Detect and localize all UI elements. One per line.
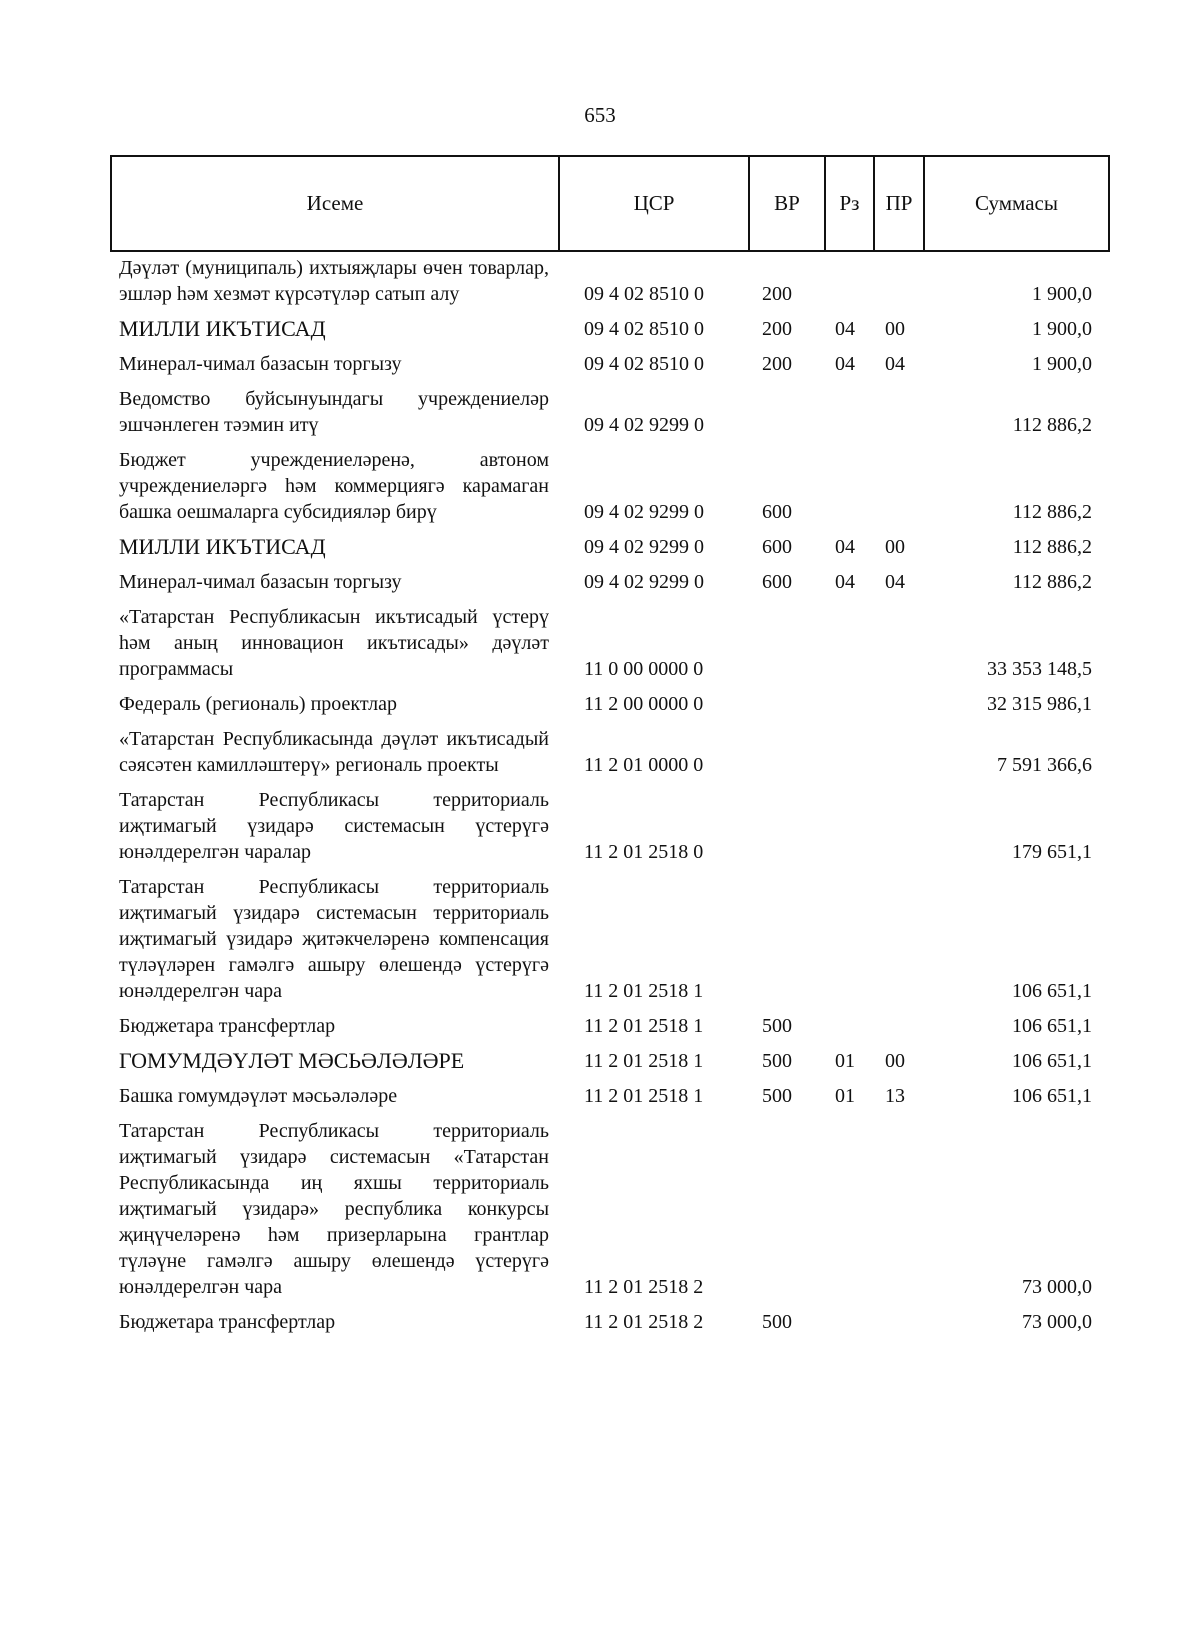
row-sum: 33 353 148,5 <box>987 658 1092 680</box>
row-name: Бюджетара трансфертлар <box>119 1311 336 1333</box>
table-row <box>0 447 1200 525</box>
row-vr: 500 <box>762 1050 792 1072</box>
row-sum: 106 651,1 <box>1012 980 1092 1002</box>
column-header-name: Исеме <box>112 157 560 250</box>
row-sum: 106 651,1 <box>1012 1015 1092 1037</box>
row-sum: 112 886,2 <box>1012 536 1092 558</box>
page-number: 653 <box>584 103 616 127</box>
row-vr: 500 <box>762 1085 792 1107</box>
table-row <box>0 255 1200 307</box>
table-row <box>0 691 1200 717</box>
row-rz: 01 <box>835 1050 855 1072</box>
row-rz: 01 <box>835 1085 855 1107</box>
row-pr: 13 <box>885 1085 905 1107</box>
table-header <box>110 155 1110 252</box>
table-row <box>0 1309 1200 1335</box>
row-name: Минерал-чимал базасын торгызу <box>119 353 402 375</box>
row-csr: 11 0 00 0000 0 <box>584 658 704 680</box>
row-pr: 04 <box>885 571 905 593</box>
row-sum: 112 886,2 <box>1012 501 1092 523</box>
table-row <box>0 1083 1200 1109</box>
row-csr: 11 2 01 2518 2 <box>584 1311 704 1333</box>
row-rz: 04 <box>835 318 855 340</box>
table-row <box>0 386 1200 438</box>
row-csr: 09 4 02 9299 0 <box>584 501 704 523</box>
column-header-rz: Рз <box>826 157 875 250</box>
column-header-sum: Суммасы <box>975 191 1058 215</box>
row-sum: 1 900,0 <box>1032 283 1092 305</box>
row-rz: 04 <box>835 536 855 558</box>
row-name: Федераль (региональ) проектлар <box>119 693 397 715</box>
row-name: МИЛЛИ ИКЪТИСАД <box>119 316 326 341</box>
row-csr: 11 2 01 2518 1 <box>584 1085 704 1107</box>
row-sum: 32 315 986,1 <box>987 693 1092 715</box>
row-sum: 179 651,1 <box>1012 841 1092 863</box>
row-name: «Татарстан Республикасында дәүләт икътисадый сәясәтен камилләштерү» региональ проекты <box>119 728 549 776</box>
row-name: Татарстан Республикасы территориаль иҗтимагый үзидарә системасын «Татарстан Республикасында иң яхшы территориаль иҗтимагый үзидарә» республика конкурсы җиңүчеләренә һәм призерларына грантлар түләүне гамәлгә ашыру өлешендә үстерүгә юнәлдерелгән чара <box>119 1120 549 1298</box>
row-csr: 11 2 01 2518 1 <box>584 980 704 1002</box>
row-pr: 00 <box>885 536 905 558</box>
column-header-pr: ПР <box>875 157 925 250</box>
row-name: «Татарстан Республикасын икътисадый үстерү һәм аның инновацион икътисады» дәүләт программасы <box>119 606 549 680</box>
row-name: Минерал-чимал базасын торгызу <box>119 571 402 593</box>
row-vr: 500 <box>762 1015 792 1037</box>
table-row <box>0 604 1200 682</box>
row-name: Татарстан Республикасы территориаль иҗтимагый үзидарә системасын территориаль иҗтимагый үзидарә җитәкчеләренә компенсация түләүләрен гамәлгә ашыру өлешендә үстерүгә юнәлдерелгән чара <box>119 876 549 1002</box>
row-pr: 04 <box>885 353 905 375</box>
row-sum: 106 651,1 <box>1012 1085 1092 1107</box>
column-header-csr: ЦСР <box>560 157 750 250</box>
table-row <box>0 1118 1200 1300</box>
row-pr: 00 <box>885 318 905 340</box>
row-sum: 73 000,0 <box>1022 1311 1092 1333</box>
row-sum: 73 000,0 <box>1022 1276 1092 1298</box>
table-row <box>0 787 1200 865</box>
row-sum: 1 900,0 <box>1032 318 1092 340</box>
row-csr: 09 4 02 8510 0 <box>584 353 704 375</box>
table-row <box>0 316 1200 342</box>
row-csr: 09 4 02 9299 0 <box>584 536 704 558</box>
row-name: Татарстан Республикасы территориаль иҗтимагый үзидарә системасын үстерүгә юнәлдерелгән чаралар <box>119 789 549 863</box>
table-row <box>0 1048 1200 1074</box>
row-vr: 200 <box>762 318 792 340</box>
row-csr: 11 2 00 0000 0 <box>584 693 704 715</box>
table-row <box>0 726 1200 778</box>
row-vr: 600 <box>762 536 792 558</box>
row-name: Дәүләт (муниципаль) ихтыяҗлары өчен товарлар, эшләр һәм хезмәт күрсәтүләр сатып алу <box>119 257 549 305</box>
row-csr: 09 4 02 9299 0 <box>584 414 704 436</box>
row-csr: 09 4 02 8510 0 <box>584 318 704 340</box>
column-header-vr: ВР <box>750 157 826 250</box>
row-rz: 04 <box>835 571 855 593</box>
table-row <box>0 569 1200 595</box>
row-sum: 112 886,2 <box>1012 571 1092 593</box>
row-sum: 112 886,2 <box>1012 414 1092 436</box>
row-csr: 11 2 01 2518 1 <box>584 1050 704 1072</box>
row-vr: 600 <box>762 501 792 523</box>
row-name: МИЛЛИ ИКЪТИСАД <box>119 534 326 559</box>
table-row <box>0 534 1200 560</box>
table-row <box>0 351 1200 377</box>
row-csr: 11 2 01 2518 0 <box>584 841 704 863</box>
row-name: Башка гомумдәүләт мәсьәләләре <box>119 1085 398 1107</box>
row-csr: 09 4 02 8510 0 <box>584 283 704 305</box>
row-vr: 200 <box>762 353 792 375</box>
row-csr: 11 2 01 2518 2 <box>584 1276 704 1298</box>
table-body <box>0 255 1200 1344</box>
table-row <box>0 874 1200 1004</box>
row-sum: 106 651,1 <box>1012 1050 1092 1072</box>
row-name: ГОМУМДӘҮЛӘТ МӘСЬӘЛӘЛӘРЕ <box>119 1048 465 1073</box>
row-csr: 09 4 02 9299 0 <box>584 571 704 593</box>
row-csr: 11 2 01 2518 1 <box>584 1015 704 1037</box>
table-row <box>0 1013 1200 1039</box>
row-pr: 00 <box>885 1050 905 1072</box>
row-vr: 200 <box>762 283 792 305</box>
row-sum: 7 591 366,6 <box>997 754 1092 776</box>
row-vr: 500 <box>762 1311 792 1333</box>
row-vr: 600 <box>762 571 792 593</box>
row-name: Бюджет учреждениеләренә, автоном учреждениеләргә һәм коммерциягә карамаган башка оешмаларга субсидияләр бирү <box>119 449 549 523</box>
row-name: Бюджетара трансфертлар <box>119 1015 336 1037</box>
row-sum: 1 900,0 <box>1032 353 1092 375</box>
row-csr: 11 2 01 0000 0 <box>584 754 704 776</box>
row-name: Ведомство буйсынуындагы учреждениеләр эшчәнлеген тәэмин итү <box>119 388 549 436</box>
row-rz: 04 <box>835 353 855 375</box>
